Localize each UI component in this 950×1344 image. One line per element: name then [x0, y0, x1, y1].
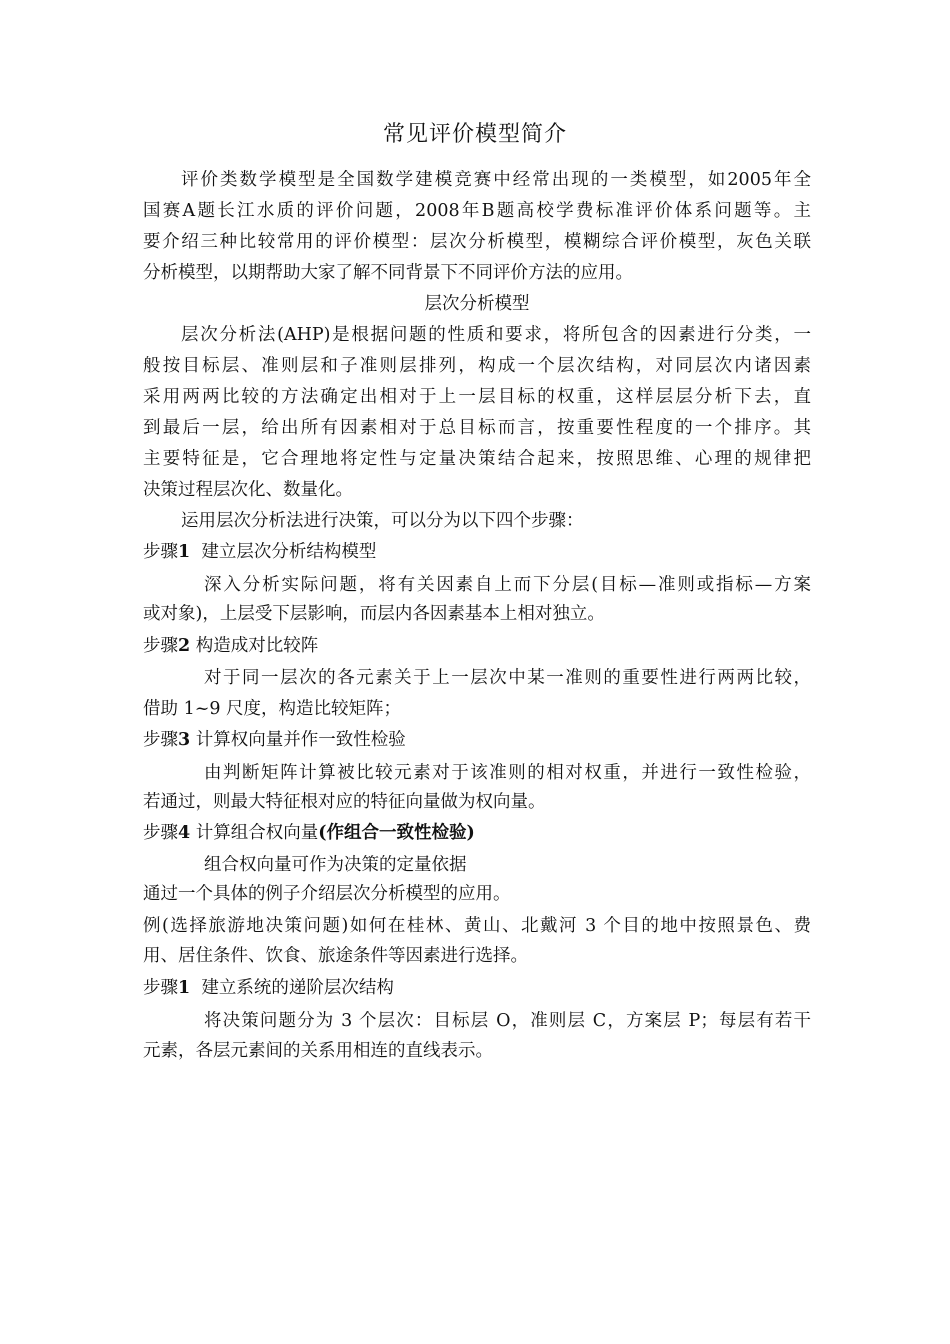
step-prefix: 步骤: [143, 978, 178, 998]
step-prefix: 步骤: [143, 542, 178, 562]
step-number: 2: [178, 636, 191, 656]
intro-line: 分析模型，以期帮助大家了解不同背景下不同评价方法的应用。: [143, 263, 633, 283]
step-number: 1: [178, 542, 191, 562]
step-title: 计算权向量并作一致性检验: [195, 730, 406, 750]
step-title: 构造成对比较阵: [195, 636, 319, 656]
intro-line: 要介绍三种比较常用的评价模型：层次分析模型，模糊综合评价模型，灰色关联: [143, 232, 811, 252]
section-heading: 层次分析模型: [424, 294, 530, 314]
intro-line: 评价类数学模型是全国数学建模竞赛中经常出现的一类模型，如2005年全: [181, 170, 811, 190]
step-title-note: (作组合一致性检验): [318, 823, 475, 843]
step-prefix: 步骤: [143, 730, 178, 750]
step-title: 计算组合权向量: [195, 823, 319, 843]
ahp-line: 层次分析法(AHP)是根据问题的性质和要求，将所包含的因素进行分类，一: [181, 325, 811, 345]
intro-line: 国赛A题长江水质的评价问题，2008年B题高校学费标准评价体系问题等。主: [143, 201, 811, 221]
example-line: 用、居住条件、饮食、旅途条件等因素进行选择。: [143, 946, 528, 966]
ex-step1-text: 将决策问题分为 3 个层次：目标层 O，准则层 C，方案层 P；每层有若干: [204, 1011, 811, 1031]
ahp-line: 决策过程层次化、数量化。: [143, 480, 353, 500]
step-title: 建立系统的递阶层次结构: [201, 978, 394, 998]
step4-text: 组合权向量可作为决策的定量依据: [204, 855, 467, 875]
step-number: 4: [178, 823, 191, 843]
step3-text: 由判断矩阵计算被比较元素对于该准则的相对权重，并进行一致性检验，: [204, 763, 811, 783]
ex-step1-text: 元素，各层元素间的关系用相连的直线表示。: [143, 1041, 493, 1061]
step1-text: 深入分析实际问题，将有关因素自上而下分层(目标—准则或指标—方案: [204, 575, 811, 595]
step-prefix: 步骤: [143, 636, 178, 656]
ahp-line: 般按目标层、准则层和子准则层排列，构成一个层次结构，对同层次内诸因素: [143, 356, 811, 376]
step2-text: 借助 1~9 尺度，构造比较矩阵；: [143, 699, 402, 719]
step3-heading: [143, 727, 811, 753]
step2-text: 对于同一层次的各元素关于上一层次中某一准则的重要性进行两两比较，: [204, 668, 811, 688]
ex-step1-heading: [143, 975, 811, 1001]
step3-text: 若通过，则最大特征根对应的特征向量做为权向量。: [143, 792, 546, 812]
step4-heading: [143, 820, 811, 846]
step1-heading: [143, 539, 811, 565]
ahp-line: 采用两两比较的方法确定出相对于上一层目标的权重，这样层层分析下去，直: [143, 387, 811, 407]
document-title: 常见评价模型简介: [382, 122, 567, 147]
step2-heading: [143, 633, 811, 659]
ahp-line: 到最后一层，给出所有因素相对于总目标而言，按重要性程度的一个排序。其: [143, 418, 811, 438]
steps-intro: 运用层次分析法进行决策，可以分为以下四个步骤：: [181, 511, 584, 531]
step-prefix: 步骤: [143, 823, 178, 843]
step-number: 3: [178, 730, 191, 750]
ahp-line: 主要特征是，它合理地将定性与定量决策结合起来，按照思维、心理的规律把: [143, 449, 811, 469]
example-line: 例(选择旅游地决策问题)如何在桂林、黄山、北戴河 3 个目的地中按照景色、费: [143, 916, 811, 936]
step1-text: 或对象)，上层受下层影响，而层内各因素基本上相对独立。: [143, 604, 605, 624]
step-number: 1: [178, 978, 191, 998]
step-title: 建立层次分析结构模型: [201, 542, 377, 562]
example-intro: 通过一个具体的例子介绍层次分析模型的应用。: [143, 884, 511, 904]
